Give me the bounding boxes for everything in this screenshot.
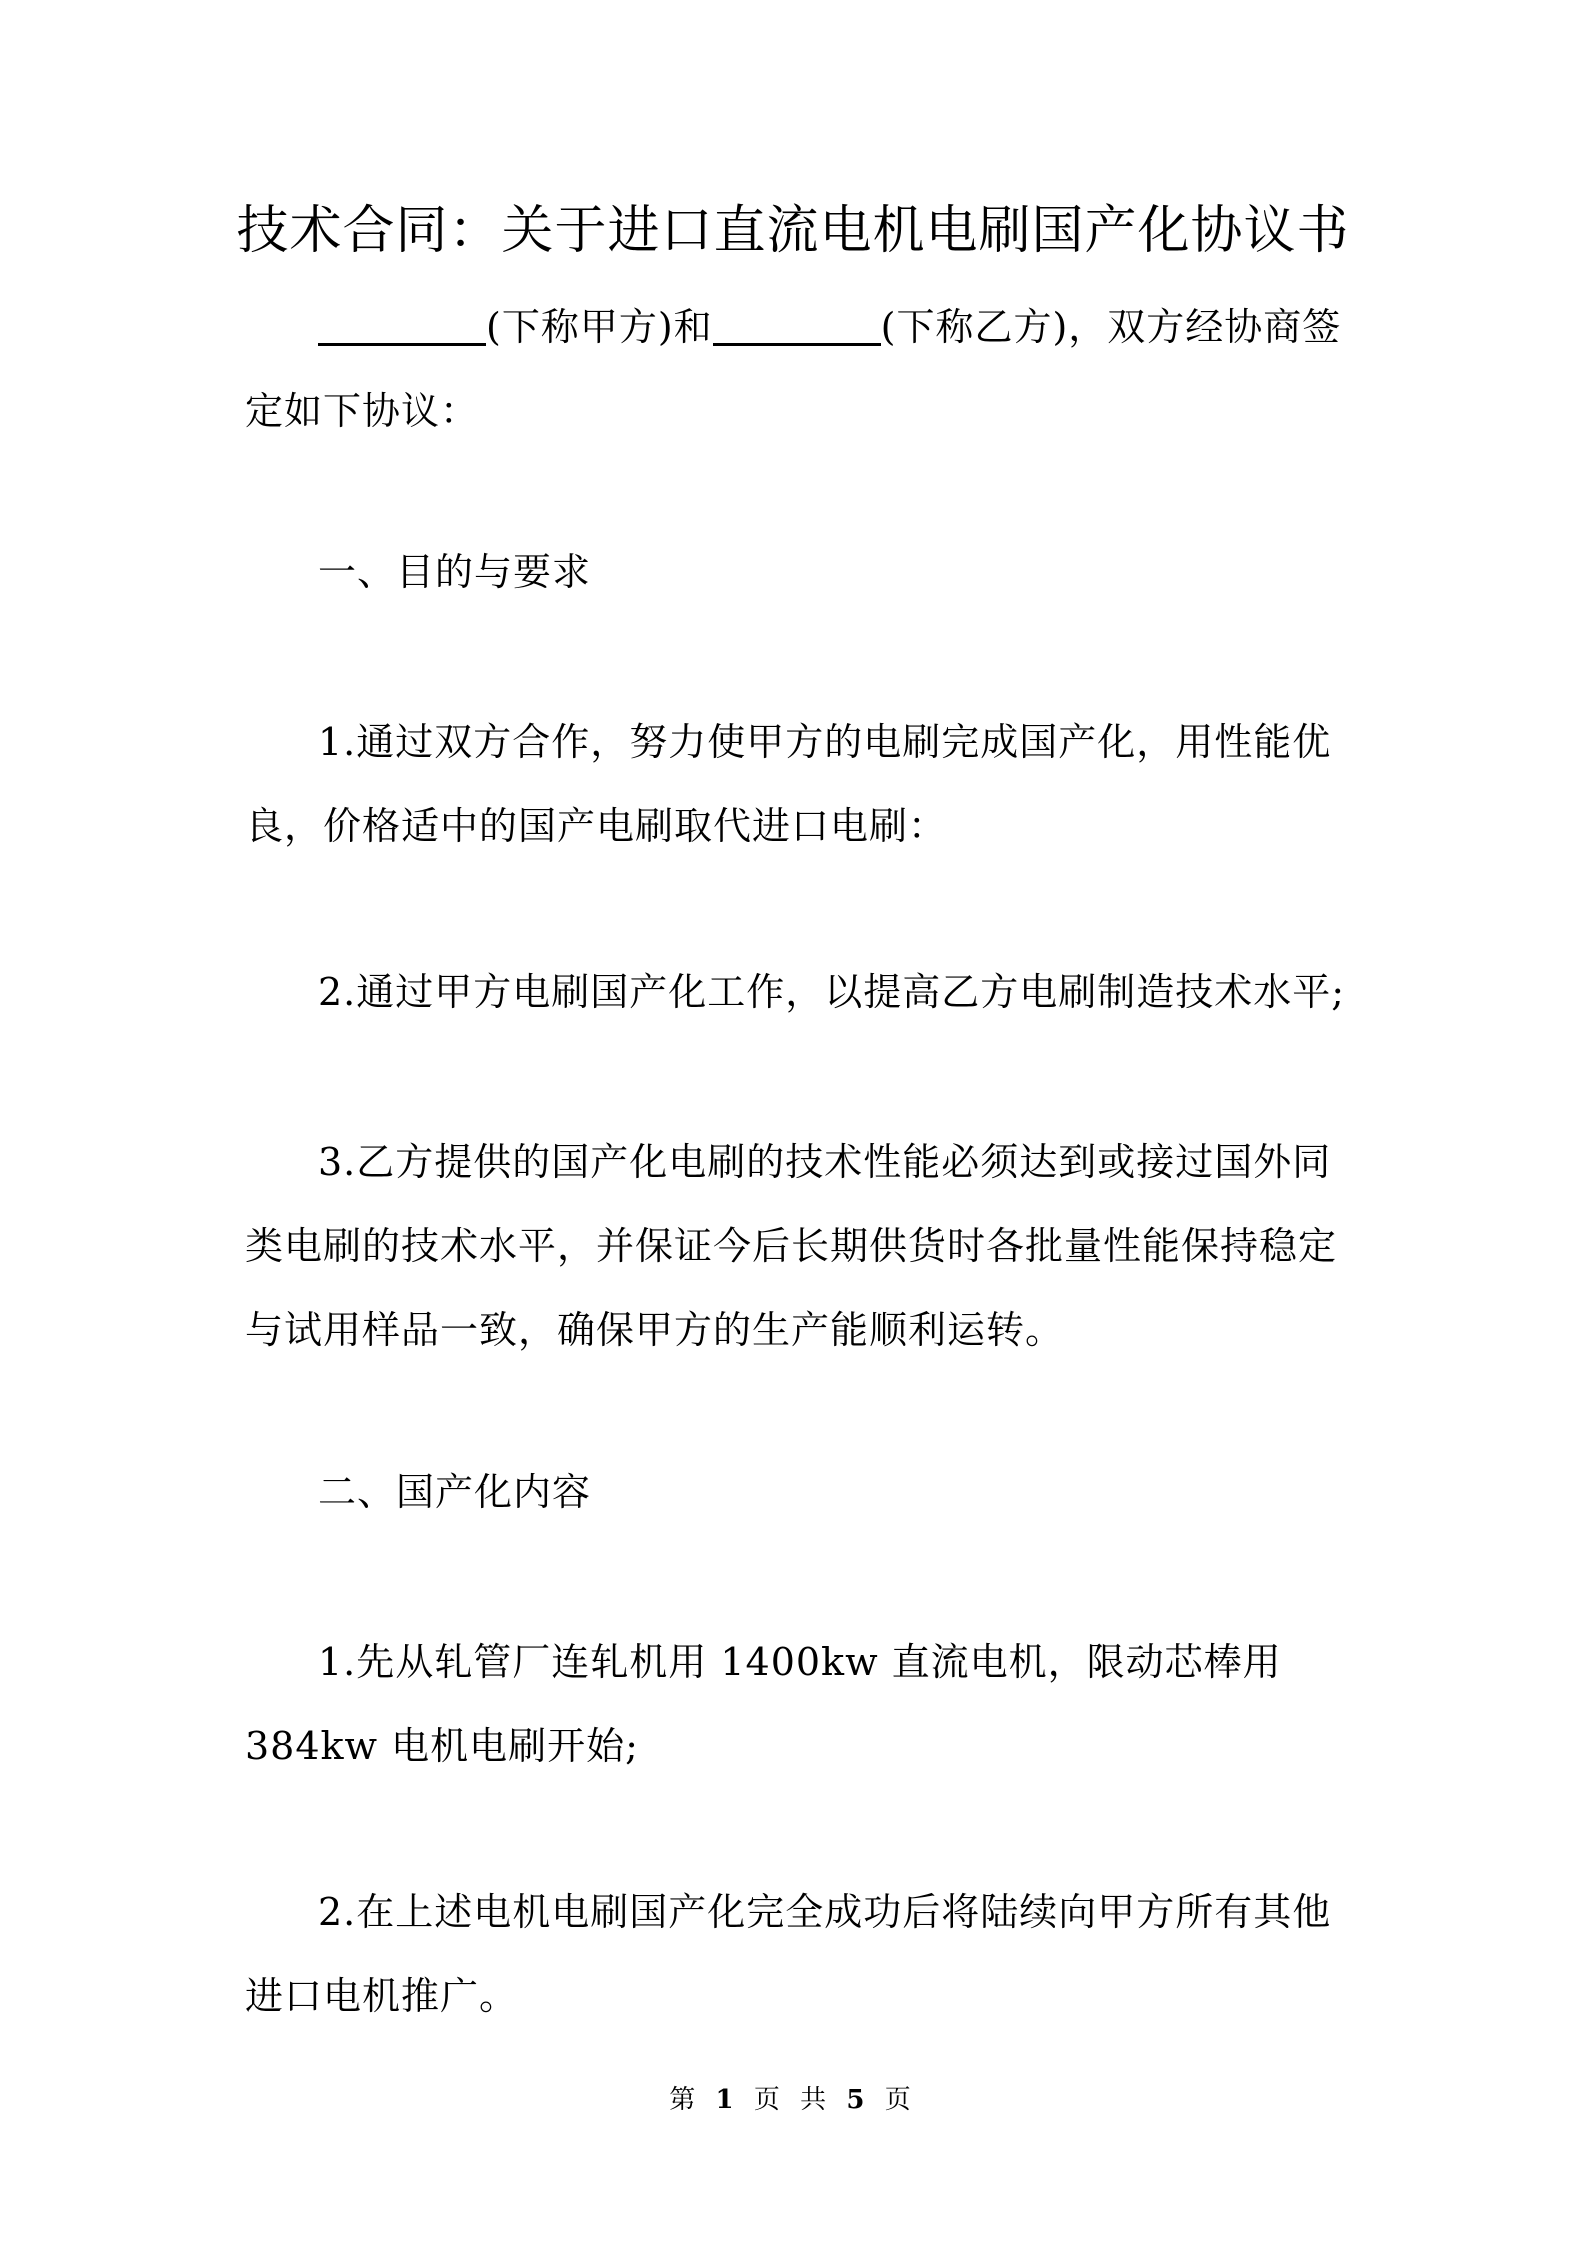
section-item: 2.在上述电机电刷国产化完全成功后将陆续向甲方所有其他进口电机推广。	[245, 1890, 1332, 2018]
party-b-blank	[713, 303, 881, 346]
section-item: 2.通过甲方电刷国产化工作，以提高乙方电刷制造技术水平;	[318, 970, 1346, 1014]
section-heading: 二、国产化内容	[318, 1470, 592, 1514]
party-a-blank	[318, 303, 486, 346]
section-item: 3.乙方提供的国产化电刷的技术性能必须达到或接过国外同类电刷的技术水平，并保证今后长期供货时各批量性能保持稳定与试用样品一致，确保甲方的生产能顺利运转。	[245, 1140, 1338, 1352]
section-heading: 一、目的与要求	[318, 550, 592, 594]
party-b-label: (下称乙方)，双方经协商签定如下协议：	[245, 305, 1342, 433]
footer-prefix: 第	[669, 2085, 702, 2115]
footer-suffix: 页	[884, 2085, 917, 2115]
footer-total-pages: 5	[846, 2085, 871, 2115]
footer-page-number: 1	[715, 2085, 740, 2115]
intro-paragraph	[245, 285, 1355, 453]
section-item: 1.通过双方合作，努力使甲方的电刷完成国产化，用性能优良，价格适中的国产电刷取代进口电刷：	[245, 720, 1332, 848]
footer-middle: 页 共	[753, 2085, 833, 2115]
document-title: 技术合同：关于进口直流电机电刷国产化协议书	[236, 201, 1350, 261]
section-item: 1.先从轧管厂连轧机用 1400kw 直流电机，限动芯棒用 384kw 电机电刷开始;	[245, 1640, 1282, 1768]
party-a-label: (下称甲方)和	[486, 305, 713, 349]
page-footer	[0, 2080, 1586, 2120]
